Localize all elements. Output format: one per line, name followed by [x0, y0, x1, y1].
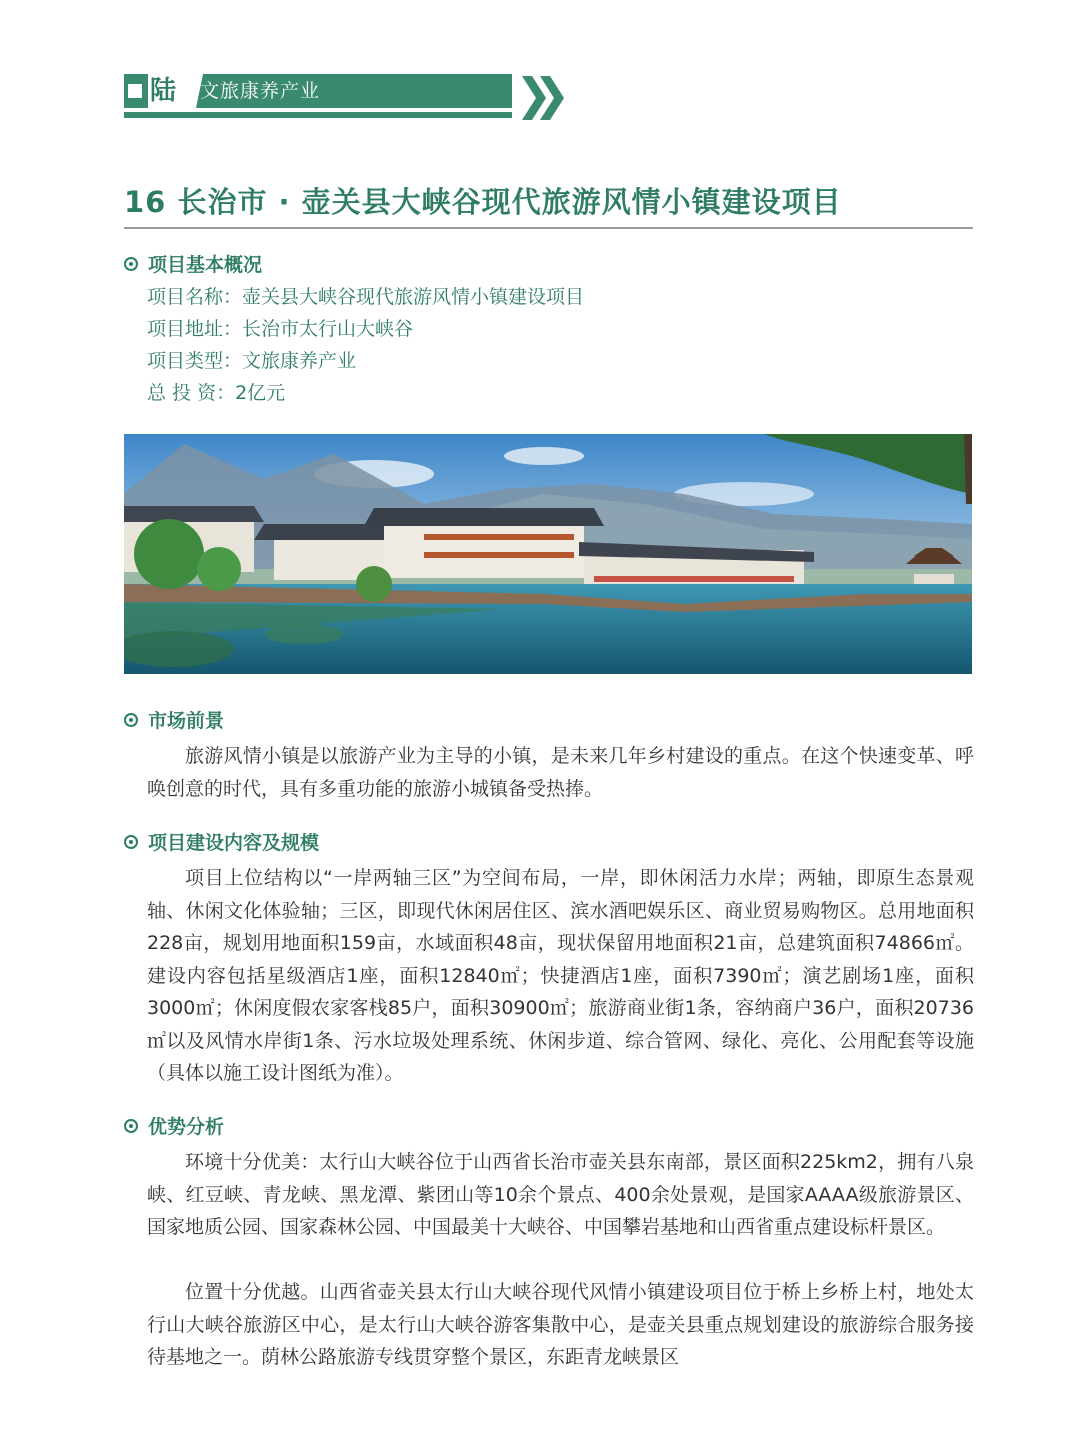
info-label: 项目名称：	[147, 286, 243, 308]
section-heading-construction	[124, 828, 319, 855]
project-rendering-image	[124, 434, 972, 674]
bullet-icon	[124, 713, 138, 727]
advantages-paragraph-environment: 环境十分优美：太行山大峡谷位于山西省长治市壶关县东南部，景区面积225km2，拥有八泉峡、红豆峡、青龙峡、黑龙潭、紫团山等10余个景点、400余处景观，是国家AAAA级旅游景区、国家地质公园、国家森林公园、中国最美十大峡谷、中国攀岩基地和山西省重点建设标杆景区。	[147, 1151, 974, 1238]
info-label: 项目地址：	[147, 318, 243, 340]
section-heading-text: 项目基本概况	[148, 254, 263, 276]
market-paragraph: 旅游风情小镇是以旅游产业为主导的小镇，是未来几年乡村建设的重点。在这个快速变革、呼唤创意的时代，具有多重功能的旅游小城镇备受热捧。	[147, 745, 974, 800]
info-row-name	[147, 282, 584, 309]
info-label: 总 投 资：	[147, 382, 236, 404]
bullet-icon	[124, 835, 138, 849]
info-row-investment	[147, 378, 285, 405]
section-heading-market	[124, 706, 224, 733]
advantages-paragraph-location: 位置十分优越。山西省壶关县太行山大峡谷现代风情小镇建设项目位于桥上乡桥上村，地处太行山大峡谷旅游区中心，是太行山大峡谷游客集散中心，是壶关县重点规划建设的旅游综合服务接待基地之一。荫林公路旅游专线贯穿整个景区，东距青龙峡景区	[147, 1281, 974, 1368]
chapter-number: 陆	[150, 76, 177, 106]
info-value: 2亿元	[235, 382, 286, 404]
section-heading-text: 项目建设内容及规模	[148, 832, 320, 854]
info-row-type	[147, 346, 356, 373]
bullet-icon	[124, 257, 138, 271]
info-row-address	[147, 314, 413, 341]
chapter-header	[124, 74, 512, 114]
chapter-label: 文旅康养产业	[200, 80, 321, 102]
bullet-icon	[124, 1119, 138, 1133]
page-title: 16 长治市 · 壶关县大峡谷现代旅游风情小镇建设项目	[124, 185, 842, 219]
section-heading-text: 市场前景	[148, 710, 225, 732]
info-value: 长治市太行山大峡谷	[242, 318, 414, 340]
title-divider	[124, 227, 973, 229]
section-heading-advantages	[124, 1112, 224, 1139]
info-value: 壶关县大峡谷现代旅游风情小镇建设项目	[242, 286, 585, 308]
header-stripe	[124, 112, 512, 118]
section-heading-text: 优势分析	[148, 1116, 225, 1138]
section-heading-overview	[124, 250, 262, 277]
info-value: 文旅康养产业	[242, 350, 357, 372]
info-label: 项目类型：	[147, 350, 243, 372]
header-square-marker	[128, 84, 142, 98]
construction-paragraph: 项目上位结构以“一岸两轴三区”为空间布局，一岸，即休闲活力水岸；两轴，即原生态景观轴、休闲文化体验轴；三区，即现代休闲居住区、滨水酒吧娱乐区、商业贸易购物区。总用地面积228亩，规划用地面积159亩，水域面积48亩，现状保留用地面积21亩，总建筑面积74866㎡。建设内容包括星级酒店1座，面积12840㎡；快捷酒店1座，面积7390㎡；演艺剧场1座，面积3000㎡；休闲度假农家客栈85户，面积30900㎡；旅游商业街1条，容纳商户36户，面积20736㎡以及风情水岸街1条、污水垃圾处理系统、休闲步道、综合管网、绿化、亮化、公用配套等设施（具体以施工设计图纸为准）。	[147, 867, 974, 1084]
double-chevron-icon	[520, 74, 566, 122]
